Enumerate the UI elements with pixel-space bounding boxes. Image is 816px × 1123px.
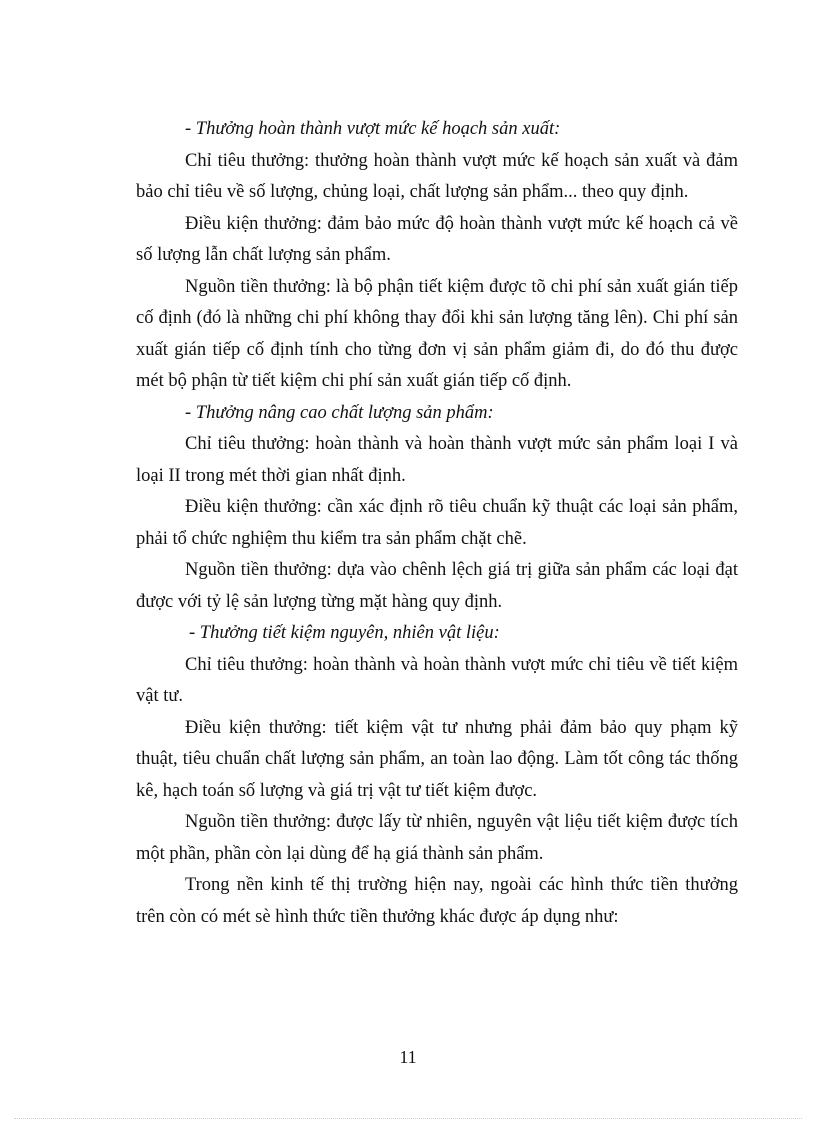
paragraph-material-source: Nguồn tiền thưởng: được lấy từ nhiên, nguyên vật liệu tiết kiệm được tích một phần, phần còn lại dùng để hạ giá thành sản phẩm. <box>136 812 738 864</box>
page-number: 11 <box>399 1047 417 1067</box>
paragraph-reward-criteria: Chỉ tiêu thưởng: thưởng hoàn thành vượt mức kế hoạch sản xuất và đảm bảo chỉ tiêu về số lượng, chủng loại, chất lượng sản phẩm... theo quy định. <box>136 150 738 202</box>
section-heading-production-plan: - Thưởng hoàn thành vượt mức kế hoạch sản xuất: <box>185 119 561 139</box>
paragraph-material-criteria: Chỉ tiêu thưởng: hoàn thành và hoàn thành vượt mức chỉ tiêu về tiết kiệm vật tư. <box>136 654 738 706</box>
paragraph-quality-conditions: Điều kiện thưởng: cần xác định rõ tiêu chuẩn kỹ thuật các loại sản phẩm, phải tổ chức nghiệm thu kiểm tra sản phẩm chặt chẽ. <box>136 497 738 549</box>
page-bottom-edge <box>14 1118 802 1119</box>
paragraph-quality-criteria: Chỉ tiêu thưởng: hoàn thành và hoàn thành vượt mức sản phẩm loại I và loại II trong mét thời gian nhất định. <box>136 434 738 486</box>
paragraph-material-conditions: Điều kiện thưởng: tiết kiệm vật tư nhưng phải đảm bảo quy phạm kỹ thuật, tiêu chuẩn chất lượng sản phẩm, an toàn lao động. Làm tốt công tác thống kê, hạch toán số lượng và giá trị vật tư tiết kiệm được. <box>136 717 738 801</box>
paragraph-reward-source: Nguồn tiền thưởng: là bộ phận tiết kiệm được tõ chi phí sản xuất gián tiếp cố định (đó là những chi phí không thay đổi khi sản lượng tăng lên). Chi phí sản xuất gián tiếp cố định tính cho từng đơn vị sản phẩm giảm đi, do đó thu được mét bộ phận từ tiết kiệm chi phí sản xuất gián tiếp cố định. <box>136 276 738 391</box>
section-heading-product-quality: - Thưởng nâng cao chất lượng sản phẩm: <box>185 402 494 423</box>
paragraph-quality-source: Nguồn tiền thưởng: dựa vào chênh lệch giá trị giữa sản phẩm các loại đạt được với tỷ lệ sản lượng từng mặt hàng quy định. <box>136 560 738 612</box>
page-body <box>136 114 738 933</box>
paragraph-reward-conditions: Điều kiện thưởng: đảm bảo mức độ hoàn thành vượt mức kế hoạch cả về số lượng lẫn chất lượng sản phẩm. <box>136 213 738 265</box>
paragraph-market-economy: Trong nền kinh tế thị trường hiện nay, ngoài các hình thức tiền thưởng trên còn có mét sè hình thức tiền thưởng khác được áp dụng như: <box>136 875 738 927</box>
section-heading-material-saving: - Thưởng tiết kiệm nguyên, nhiên vật liệu: <box>189 623 500 643</box>
